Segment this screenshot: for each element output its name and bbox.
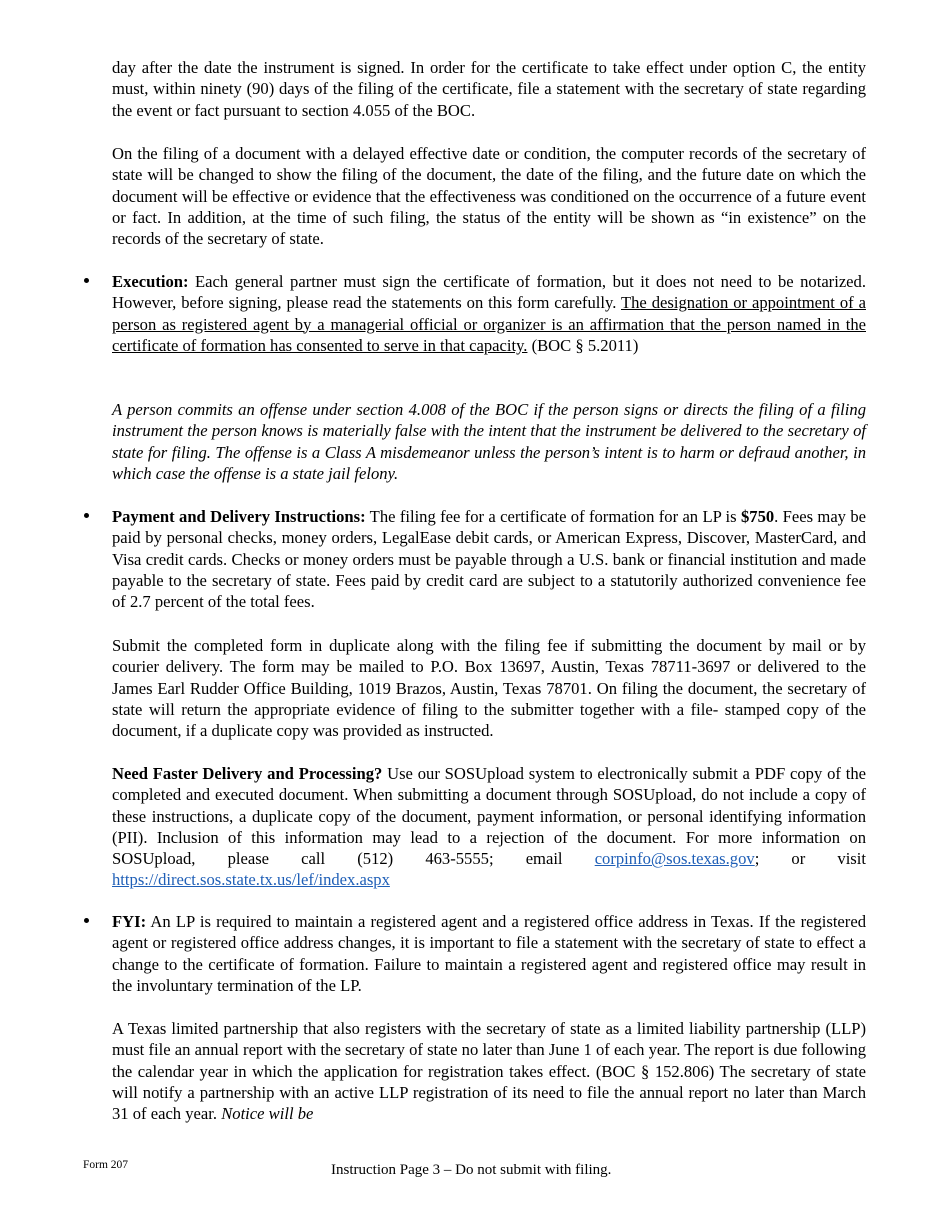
section-payment-delivery [112,506,866,612]
paragraph-text: ; or visit [754,849,866,869]
footer-page-label: Instruction Page 3 – Do not submit with filing. [331,1162,612,1178]
section-heading: Need Faster Delivery and Processing? [112,764,383,783]
section-text: . Fees may be paid by personal checks, money orders, LegalEase debit cards, or American Express, Discover, MasterCard, and Visa credit cards. Checks or money orders must be payable through a U.S. bank or financial institution and made payable to the secretary of state. Fees paid by credit card are subject to a statutorily authorized convenience fee of 2.7 percent of the total fees. [112,507,866,612]
section-execution [112,271,866,356]
bullet-icon [84,911,89,932]
section-text: An LP is required to maintain a registered agent and a registered office address in Texas. If the registered agent or registered office address changes, it is important to file a statement with the secretary of state to effect a change to the certificate of formation. Failure to maintain a registered agent and registered office may result in the involuntary termination of the LP. [112,912,866,995]
italic-text: Notice will be [221,1104,314,1124]
filing-fee: $750 [740,507,775,526]
section-heading: Execution: [112,272,189,291]
paragraph-delayed-effective-records [112,143,866,249]
paragraph-faster-delivery [112,763,866,891]
warning-text: A person commits an offense under section 4.008 of the BOC if the person signs or directs the filing of a filing instrument the person knows is materially false with the intent that the instrument be delivered to the secretary of state for filing. The offense is a Class A misdemeanor unless the person’s intent is to harm or defraud another, in which case the offense is a state jail felony. [112,400,866,483]
paragraph-text: A Texas limited partnership that also registers with the secretary of state as a limited liability partnership (LLP) must file an annual report with the secretary of state no later than June 1 of each year. The report is due following the calendar year in which the application for registration takes effect. (BOC § 152.806) The secretary of state will notify a partnership with an active LLP registration of its need to file the annual report no later than March 31 of each year. [112,1019,866,1124]
section-heading: Payment and Delivery Instructions: [112,507,366,526]
offense-warning [112,399,866,484]
footer-form-number: Form 207 [83,1159,129,1171]
bullet-icon [84,506,89,527]
paragraph-llp-annual-report [112,1018,866,1124]
citation: (BOC § 5.2011) [527,335,639,355]
paragraph-text: On the filing of a document with a delayed effective date or condition, the computer records of the secretary of state will be changed to show the filing of the document, the date of the filing, and the future date on which the document will be effective or evidence that the effectiveness was conditioned on the occurrence of a future event or fact. In addition, at the time of such filing, the status of the entity will be shown as “in existence” on the records of the secretary of state. [112,144,866,249]
paragraph-text: Submit the completed form in duplicate along with the filing fee if submitting the document by mail or by courier delivery. The form may be mailed to P.O. Box 13697, Austin, Texas 78711-3697 or delivered to the James Earl Rudder Office Building, 1019 Brazos, Austin, Texas 78701. On filing the document, the secretary of state will return the appropriate evidence of filing to the submitter together with a file- stamped copy of the document, if a duplicate copy was provided as instructed. [112,636,866,741]
section-fyi [112,911,866,996]
underlined-statement: The designation or appointment of a person as registered agent by a managerial official or organizer is an affirmation that the person named in the certificate of formation has consented to serve in that capacity. [112,293,866,355]
paragraph-text: Use our SOSUpload system to electronically submit a PDF copy of the completed and executed document. When submitting a document through SOSUpload, do not include a copy of these instructions, a duplicate copy of the document, payment information, or personal identifying information (PII). Inclusion of this information may lead to a rejection of the document. For more information on SOSUpload, please call (512) 463-5555; email [112,764,866,869]
paragraph-text: day after the date the instrument is signed. In order for the certificate to take effect under option C, the entity must, within ninety (90) days of the filing of the certificate, file a statement with the secretary of state regarding the event or fact pursuant to section 4.055 of the BOC. [112,58,866,120]
bullet-icon [84,271,89,292]
paragraph-submit-instructions [112,635,866,741]
section-text: Each general partner must sign the certificate of formation, but it does not need to be notarized. However, before signing, please read the statements on this form carefully. [112,272,866,313]
section-heading: FYI: [112,912,147,931]
section-text: The filing fee for a certificate of formation for an LP is [365,507,741,526]
sosupload-url-link[interactable]: https://direct.sos.state.tx.us/lef/index.aspx [112,870,390,890]
email-link[interactable]: corpinfo@sos.texas.gov [594,849,755,869]
paragraph-delayed-effect-option-c [112,57,866,121]
